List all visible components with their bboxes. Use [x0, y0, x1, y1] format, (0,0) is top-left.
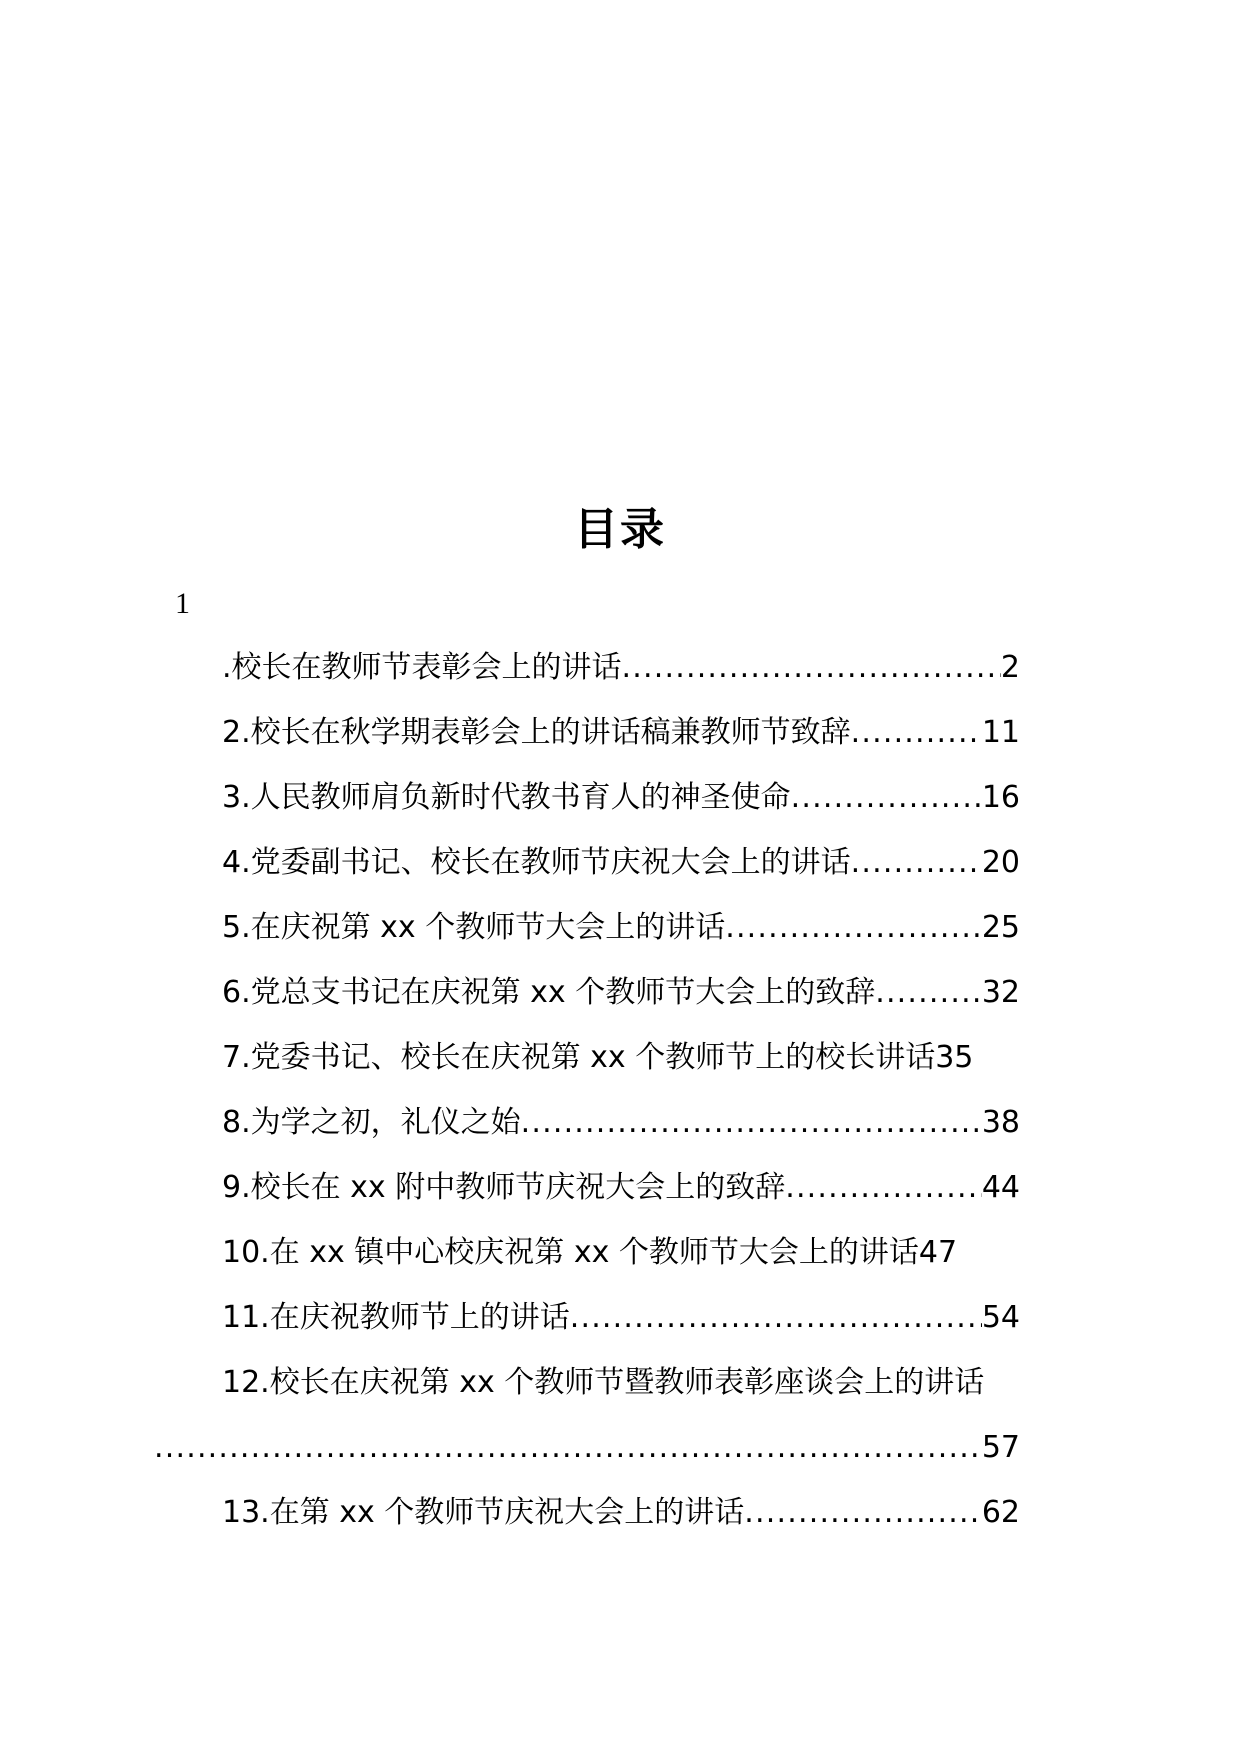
toc-entry-page: 16 [981, 780, 1020, 815]
toc-entry[interactable] [222, 1230, 957, 1276]
toc-entry[interactable] [222, 775, 1020, 821]
toc-entry-title: 3.人民教师肩负新时代教书育人的神圣使命 [222, 780, 791, 815]
toc-entry-title: 9.校长在 xx 附中教师节庆祝大会上的致辞 [222, 1170, 786, 1205]
toc-entry[interactable] [222, 1165, 1020, 1211]
toc-entry-page: 35 [935, 1040, 974, 1075]
toc-entry-title: 12.校长在庆祝第 xx 个教师节暨教师表彰座谈会上的讲话 [222, 1365, 985, 1400]
toc-entry-title: 8.为学之初，礼仪之始 [222, 1105, 521, 1140]
toc-leader-dots [791, 775, 982, 821]
toc-entry-continuation[interactable] [154, 1425, 1020, 1471]
toc-entry-title: 6.党总支书记在庆祝第 xx 个教师节大会上的致辞 [222, 975, 876, 1010]
toc-entry-title: 4.党委副书记、校长在教师节庆祝大会上的讲话 [222, 845, 851, 880]
toc-entry-page: 32 [981, 975, 1020, 1010]
toc-entry-title: 5.在庆祝第 xx 个教师节大会上的讲话 [222, 910, 726, 945]
toc-leader-dots [725, 905, 982, 951]
toc-entry-title: 7.党委书记、校长在庆祝第 xx 个教师节上的校长讲话 [222, 1040, 936, 1075]
toc-entry[interactable] [222, 1035, 973, 1081]
toc-leader-dots [785, 1165, 982, 1211]
toc-entry[interactable] [222, 710, 1020, 756]
leading-number: 1 [175, 587, 190, 620]
toc-entry[interactable] [222, 1100, 1020, 1146]
toc-entry-page: 57 [981, 1430, 1020, 1465]
toc-entry-page: 11 [981, 715, 1020, 750]
toc-leader-dots [875, 970, 982, 1016]
page-title: 目录 [574, 504, 666, 555]
toc-entry[interactable] [222, 1490, 1020, 1536]
toc-entry-title: 2.校长在秋学期表彰会上的讲话稿兼教师节致辞 [222, 715, 851, 750]
toc-entry-title-line[interactable] [222, 1360, 984, 1406]
toc-leader-dots [521, 1100, 982, 1146]
toc-entry-page: 25 [981, 910, 1020, 945]
toc-entry[interactable] [222, 905, 1020, 951]
toc-entry-title: .校长在教师节表彰会上的讲话 [222, 650, 622, 685]
toc-entry-page: 62 [981, 1495, 1020, 1530]
toc-entry-page: 54 [981, 1300, 1020, 1335]
toc-entry-title: 13.在第 xx 个教师节庆祝大会上的讲话 [222, 1495, 745, 1530]
toc-leader-dots [851, 840, 982, 886]
toc-entry-title: 10.在 xx 镇中心校庆祝第 xx 个教师节大会上的讲话 [222, 1235, 919, 1270]
toc-entry-page: 44 [981, 1170, 1020, 1205]
toc-entry-page: 38 [981, 1105, 1020, 1140]
toc-entry-page: 47 [918, 1235, 958, 1270]
toc-entry-title: 11.在庆祝教师节上的讲话 [222, 1300, 570, 1335]
toc-entry-page: 2 [1000, 650, 1020, 685]
toc-leader-dots [154, 1425, 982, 1471]
toc-entry[interactable] [222, 840, 1020, 886]
toc-entry[interactable] [222, 645, 1020, 691]
toc-leader-dots [744, 1490, 982, 1536]
toc-entry[interactable] [222, 970, 1020, 1016]
toc-entry[interactable] [222, 1295, 1020, 1341]
toc-entry-page: 20 [981, 845, 1020, 880]
toc-leader-dots [570, 1295, 982, 1341]
toc-leader-dots [851, 710, 982, 756]
toc-leader-dots [622, 645, 1001, 691]
